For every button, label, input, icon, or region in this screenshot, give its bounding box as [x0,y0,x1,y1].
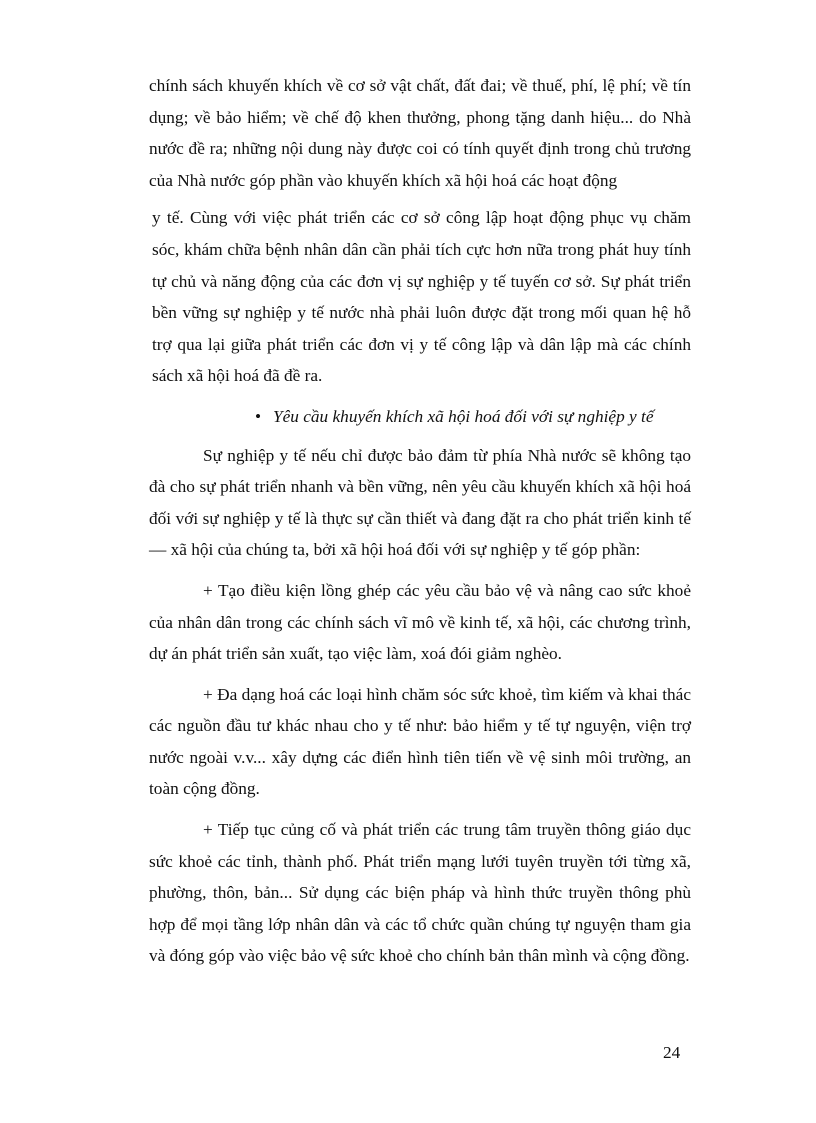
list-item-3: + Tiếp tục củng cố và phát triển các trung tâm truyền thông giáo dục sức khoẻ các tỉnh, thành phố. Phát triển mạng lưới tuyên truyền tới từng xã, phường, thôn, bản... Sử dụng các biện pháp và hình thức truyền thông phù hợp để mọi tầng lớp nhân dân và các tổ chức quần chúng tự nguyện tham gia và đóng góp vào việc bảo vệ sức khoẻ cho chính bản thân mình và cộng đồng. [149,820,691,966]
bullet-heading-text: Yêu cầu khuyến khích xã hội hoá đối với sự nghiệp y tế [273,406,654,426]
paragraph-3: Sự nghiệp y tế nếu chỉ được bảo đảm từ phía Nhà nước sẽ không tạo đà cho sự phát triển nhanh và bền vững, nên yêu cầu khuyến khích xã hội hoá đối với sự nghiệp y tế là thực sự cần thiết và đang đặt ra cho phát triển kinh tế — xã hội của chúng ta, bởi xã hội hoá đối với sự nghiệp y tế góp phần: [149,445,691,560]
paragraph-1: chính sách khuyến khích về cơ sở vật chất, đất đai; về thuế, phí, lệ phí; về tín dụng; về bảo hiểm; về chế độ khen thưởng, phong tặng danh hiệu... do Nhà nước đề ra; những nội dung này được coi có tính quyết định trong chủ trương của Nhà nước góp phần vào khuyến khích xã hội hoá các hoạt động [149,76,691,190]
paragraph-2: y tế. Cùng với việc phát triển các cơ sở công lập hoạt động phục vụ chăm sóc, khám chữa bệnh nhân dân cần phải tích cực hơn nữa trong phát huy tính tự chủ và năng động của các đơn vị sự nghiệp y tế tuyến cơ sở. Sự phát triển bền vững sự nghiệp y tế nước nhà phải luôn được đặt trong mối quan hệ hỗ trợ qua lại giữa phát triển các đơn vị y tế công lập và dân lập mà các chính sách xã hội hoá đã đề ra. [152,208,691,386]
list-item-2: + Đa dạng hoá các loại hình chăm sóc sức khoẻ, tìm kiếm và khai thác các nguồn đầu tư khác nhau cho y tế như: bảo hiểm y tế tự nguyện, viện trợ nước ngoài v.v... xây dựng các điển hình tiên tiến về vệ sinh môi trường, an toàn cộng đồng. [149,684,691,799]
bullet-icon: • [255,406,262,426]
list-item-1: + Tạo điều kiện lồng ghép các yêu cầu bảo vệ và nâng cao sức khoẻ của nhân dân trong các chính sách vĩ mô về kinh tế, xã hội, các chương trình, dự án phát triển sản xuất, tạo việc làm, xoá đói giảm nghèo. [149,580,691,664]
bullet-heading [149,401,691,433]
page-number: 24 [663,1043,681,1062]
body-text [149,70,691,972]
